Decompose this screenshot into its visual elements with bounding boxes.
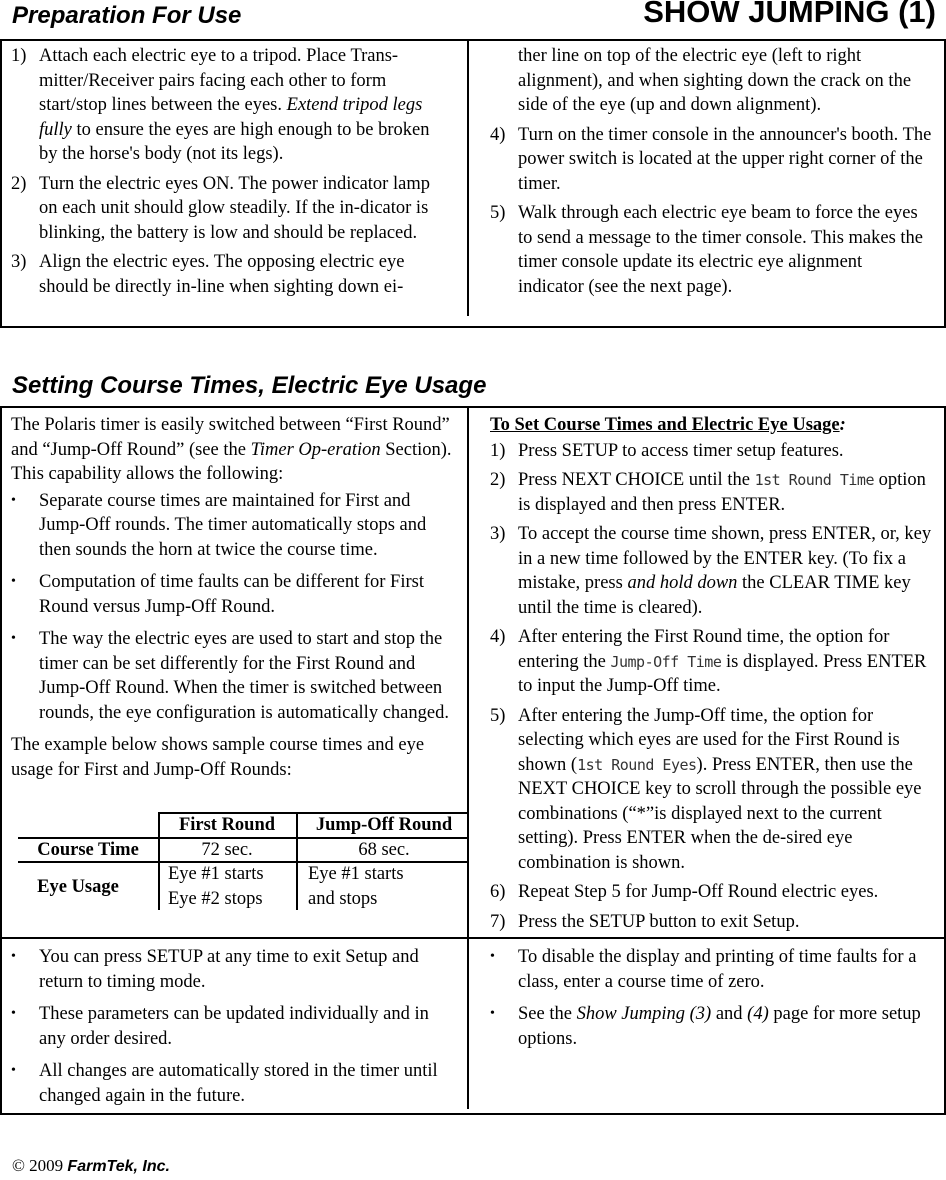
setup-step: 5) After entering the Jump-Off time, the option for selecting which eyes are used for the First Round is shown (1st Round Eyes). Press ENTER, then use the NEXT CHOICE key to scroll through the possible eye combinations (“*”is displayed next to the current setting). Press ENTER when the de-sired eye combination is shown.	[490, 705, 922, 873]
setup-step: 1) Press SETUP to access timer setup features.	[490, 440, 844, 461]
note-bullet: • See the Show Jumping (3) and (4) page for more setup options.	[490, 1004, 921, 1049]
table-cell: 68 sec.	[358, 840, 410, 860]
page-title: SHOW JUMPING (1)	[643, 0, 936, 29]
course-bullet: • Computation of time faults can be different for First Round versus Jump-Off Round.	[11, 572, 424, 617]
setup-step: 3) To accept the course time shown, press ENTER, or, key in a new time followed by the ENTER key. (To fix a mistake, press and hold down the CLEAR TIME key until the time is cleared).	[490, 524, 932, 618]
column-divider	[467, 41, 469, 316]
section-title-preparation: Preparation For Use	[12, 2, 242, 29]
notes-right-column	[490, 945, 934, 1059]
note-bullet: • To disable the display and printing of time faults for a class, enter a course time of zero.	[490, 947, 917, 992]
prep-left-column	[11, 44, 451, 304]
setup-step: 7) Press the SETUP button to exit Setup.	[490, 911, 800, 932]
section-title-course-times: Setting Course Times, Electric Eye Usage	[12, 372, 487, 399]
course-bullet: • Separate course times are maintained for First and Jump-Off rounds. The timer automatically stops and then sounds the horn at twice the course time.	[11, 490, 427, 560]
prep-step-3: 3) Align the electric eyes. The opposing electric eye should be directly in-line when sighting down ei-	[11, 252, 405, 297]
table-header-first-round: First Round	[178, 815, 276, 835]
prep-step-2: 2) Turn the electric eyes ON. The power indicator lamp on each unit should glow steadily. If the in-dicator is blinking, the battery is low and should be replaced.	[11, 173, 430, 243]
prep-step-1: 1) Attach each electric eye to a tripod. Place Trans-mitter/Receiver pairs facing each other to form start/stop lines between the eyes. Extend tripod legs fully to ensure the eyes are high enough to be broken by the horse's body (not its legs).	[11, 46, 430, 164]
setup-step: 6) Repeat Step 5 for Jump-Off Round electric eyes.	[490, 882, 879, 902]
note-bullet: • All changes are automatically stored in the timer until changed again in the future.	[11, 1061, 438, 1106]
note-bullet: • You can press SETUP at any time to exit Setup and return to timing mode.	[11, 947, 419, 992]
prep-right-column	[490, 44, 932, 304]
table-cell: Eye #1 starts and stops	[308, 864, 404, 909]
table-cell: Eye #1 starts Eye #2 stops	[168, 864, 264, 909]
table-header-jump-off: Jump-Off Round	[315, 815, 453, 835]
setup-step: 4) After entering the First Round time, the option for entering the Jump-Off Time is displayed. Press ENTER to input the Jump-Off time.	[490, 627, 927, 696]
table-row-label-eye-usage: Eye Usage	[37, 877, 119, 897]
prep-step-3-cont: ther line on top of the electric eye (left to right alignment), and when sighting down the crack on the side of the eye (up and down alignment).	[518, 46, 912, 115]
notes-left-column	[11, 945, 455, 1116]
note-bullet: • These parameters can be updated individually and in any order desired.	[11, 1004, 429, 1049]
column-divider	[467, 939, 469, 1109]
setup-steps-heading: To Set Course Times and Electric Eye Usage:	[490, 415, 846, 435]
example-text: The example below shows sample course times and eye usage for First and Jump-Off Rounds:	[11, 735, 425, 780]
prep-step-5: 5) Walk through each electric eye beam to force the eyes to send a message to the timer console. This makes the timer console update its electric eye alignment indicator (see the next page).	[490, 203, 924, 297]
course-bullet: • The way the electric eyes are used to start and stop the timer can be set differently for the First Round and Jump-Off Round. When the timer is switched between rounds, the eye configuration is automatically changed.	[11, 629, 449, 723]
table-cell: 72 sec.	[201, 840, 253, 860]
prep-step-4: 4) Turn on the timer console in the announcer's booth. The power switch is located at the upper right corner of the timer.	[490, 124, 932, 194]
footer-brand: FarmTek, Inc.	[67, 1158, 170, 1175]
setup-step: 2) Press NEXT CHOICE until the 1st Round Time option is displayed and then press ENTER.	[490, 470, 926, 515]
footer-copyright: © 2009 FarmTek, Inc.	[12, 1156, 170, 1175]
course-left-column	[11, 413, 455, 782]
course-intro: The Polaris timer is easily switched between “First Round” and “Jump-Off Round” (see the Timer Op-eration Section). This capability allows the following:	[11, 415, 452, 484]
course-right-column	[490, 413, 936, 939]
table-row-label-course-time: Course Time	[37, 840, 139, 860]
